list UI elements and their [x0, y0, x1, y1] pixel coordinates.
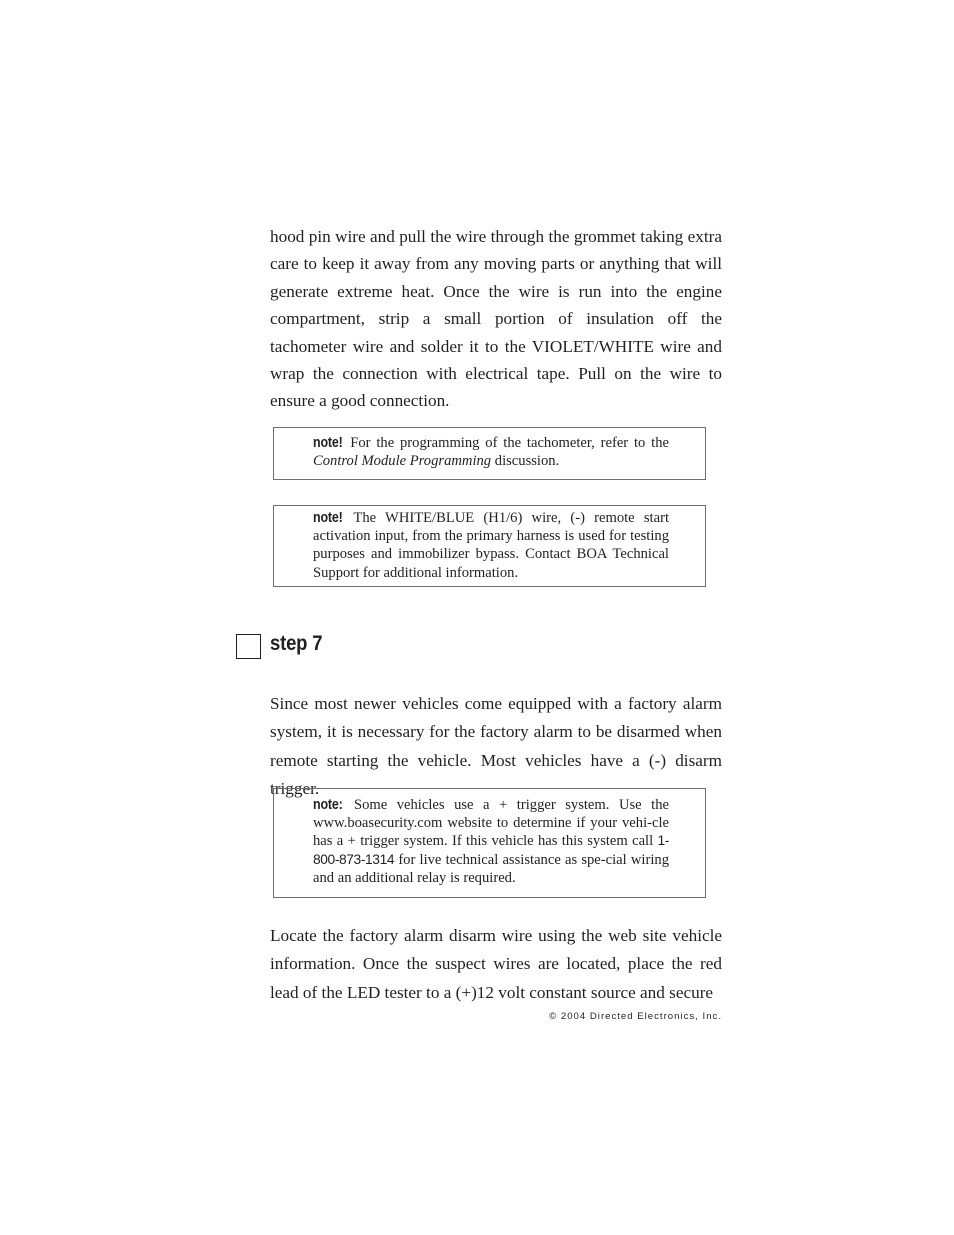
note-label: note:: [313, 797, 343, 813]
note-box: [273, 788, 706, 898]
body-paragraph: hood pin wire and pull the wire through the grommet taking extra care to keep it away from any moving parts or anything that will generate extreme heat. Once the wire is run into the engine compartment, strip a small portion of insulation off the tachometer wire and solder it to the VIOLET/WHITE wire and wrap the connection with electrical tape. Pull on the wire to ensure a good connection.: [270, 227, 722, 411]
copyright-footer: © 2004 Directed Electronics, Inc.: [549, 1011, 722, 1022]
note-box: [273, 427, 706, 480]
note-text: [313, 509, 669, 582]
note-text: [313, 434, 669, 470]
note-body: The WHITE/BLUE (H1/6) wire, (-) remote start activation input, from the primary harness is used for testing purposes and immobilizer bypass. Contact BOA Technical Support for additional information.: [313, 510, 670, 581]
note-text-before: For the programming of the tachometer, refer to the: [350, 435, 669, 451]
note-text-after: for live technical assistance as spe-cial wiring and an additional relay is required.: [313, 851, 669, 886]
note-label: note!: [313, 510, 343, 526]
step-checkbox: [236, 634, 261, 659]
note-italic-reference: Control Module Programming: [313, 453, 492, 470]
note-text-after: discussion.: [494, 453, 560, 470]
note-text: [313, 796, 669, 887]
body-paragraph: Locate the factory alarm disarm wire using the web site vehicle information. Once the suspect wires are located, place the red lead of the LED tester to a (+)12 volt constant source and secure: [270, 926, 722, 1002]
body-paragraph: Since most newer vehicles come equipped with a factory alarm system, it is necessary for the factory alarm to be disarmed when remote starting the vehicle. Most vehicles have a (-) disarm trigger.: [270, 694, 722, 798]
note-label: note!: [313, 435, 343, 451]
phone-number: 1-800-873-1314: [313, 833, 669, 867]
step-heading: step 7: [270, 632, 323, 655]
note-box: [273, 505, 706, 587]
note-text-before: Some vehicles use a + trigger system. Use the www.boasecurity.com website to determine if your vehi-cle has a + trigger system. If this vehicle has this system call: [313, 797, 669, 850]
